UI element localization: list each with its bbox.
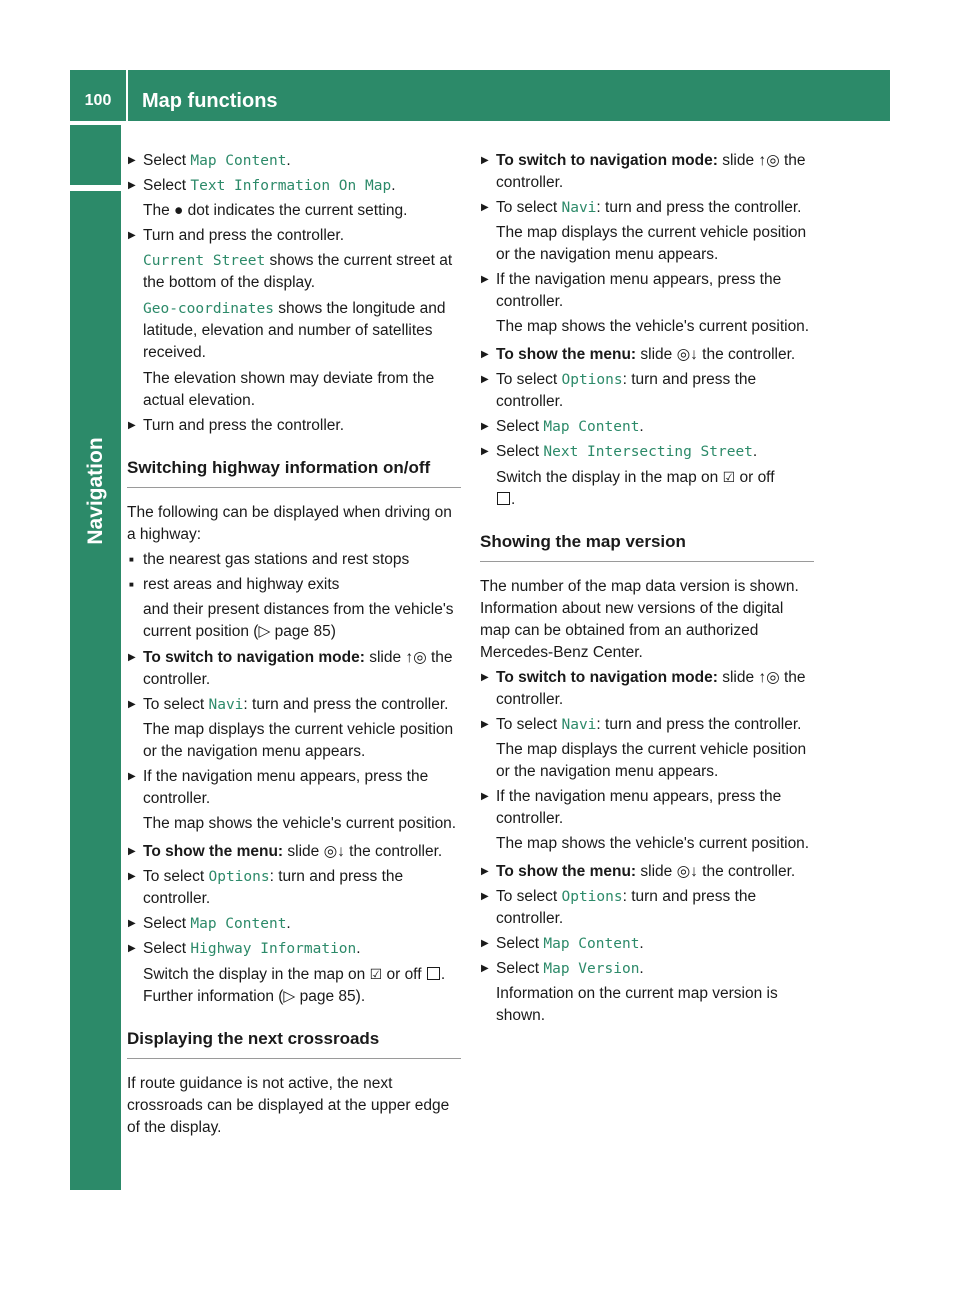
step: ▶ Turn and press the controller. [127, 225, 461, 247]
page-number: 100 [84, 92, 112, 109]
step: ▶ To select Navi: turn and press the controller. [480, 714, 814, 736]
page-title: Map functions [142, 90, 278, 112]
step: ▶ Select Text Information On Map. [127, 175, 461, 197]
bullet-item: ■ the nearest gas stations and rest stops [127, 549, 461, 571]
step: ▶ Select Next Intersecting Street. [480, 441, 814, 463]
step: ▶ Select Map Content. [127, 150, 461, 172]
header-divider [126, 70, 128, 121]
step: ▶ Select Map Content. [480, 416, 814, 438]
step: ▶ Turn and press the controller. [127, 415, 461, 437]
checkbox-checked-icon: ☑ [369, 966, 383, 982]
checkbox-empty-icon [427, 967, 440, 980]
step-note: Switch the display in the map on ☑ or off . [496, 469, 775, 508]
step: ▶ To show the menu: slide ◎↓ the controller. [480, 861, 814, 883]
step: ▶ If the navigation menu appears, press the controller. [480, 786, 814, 830]
menu-item-ref: Text Information On Map [190, 178, 392, 194]
menu-item-ref: Map Content [190, 153, 287, 169]
step-note: The map displays the current vehicle position or the navigation menu appears. [143, 721, 454, 760]
step: ▶ To switch to navigation mode: slide ↑◎ the controller. [480, 667, 814, 711]
step: ▶ Select Highway Information. [127, 938, 461, 960]
step: ▶ Select Map Version. [480, 958, 814, 980]
step-note: Current Street shows the current street at the bottom of the display. [143, 252, 453, 291]
step: ▶ To select Navi: turn and press the controller. [127, 694, 461, 716]
step-note: The map displays the current vehicle position or the navigation menu appears. [496, 741, 807, 780]
step-note: Geo-coordinates shows the longitude and latitude, elevation and number of satellites received. [143, 300, 446, 361]
paragraph: If route guidance is not active, the next crossroads can be displayed at the upper edge of the display. [127, 1075, 450, 1136]
step-note: The map shows the vehicle's current position. [496, 835, 810, 852]
section-heading: Displaying the next crossroads [127, 1028, 461, 1059]
step-note: Information on the current map version is shown. [496, 985, 778, 1024]
right-column [480, 150, 814, 1030]
checkbox-checked-icon: ☑ [722, 469, 736, 485]
step-note: The map shows the vehicle's current position. [496, 318, 810, 335]
paragraph: The following can be displayed when driving on a highway: [127, 504, 452, 543]
checkbox-empty-icon [497, 492, 510, 505]
step-note: The map shows the vehicle's current position. [143, 815, 457, 832]
step: ▶ To show the menu: slide ◎↓ the controller. [480, 344, 814, 366]
step: ▶ To switch to navigation mode: slide ↑◎ the controller. [127, 647, 461, 691]
left-column [127, 150, 461, 1142]
step: ▶ To select Options: turn and press the controller. [127, 866, 461, 910]
paragraph: The number of the map data version is shown. Information about new versions of the digital map can be obtained from an authorized Mercedes-Benz Center. [480, 578, 799, 661]
bullet-item: ■ rest areas and highway exits [127, 574, 461, 596]
step: ▶ To switch to navigation mode: slide ↑◎ the controller. [480, 150, 814, 194]
step-note: The elevation shown may deviate from the actual elevation. [143, 370, 435, 409]
step: ▶ To select Options: turn and press the controller. [480, 886, 814, 930]
step: ▶ To show the menu: slide ◎↓ the controller. [127, 841, 461, 863]
step: ▶ Select Map Content. [127, 913, 461, 935]
step-note: The ● dot indicates the current setting. [143, 202, 408, 219]
step-note: Switch the display in the map on ☑ or off . Further information (▷ page 85). [143, 966, 446, 1005]
step: ▶ Select Map Content. [480, 933, 814, 955]
step: ▶ To select Navi: turn and press the controller. [480, 197, 814, 219]
sidebar-section [70, 191, 121, 551]
bullet-note: and their present distances from the vehicle's current position (▷ page 85) [143, 601, 454, 640]
sidebar-section-label: Navigation [83, 437, 107, 545]
step-note: The map displays the current vehicle position or the navigation menu appears. [496, 224, 807, 263]
section-heading: Showing the map version [480, 531, 814, 562]
step: ▶ To select Options: turn and press the controller. [480, 369, 814, 413]
step: ▶ If the navigation menu appears, press the controller. [127, 766, 461, 810]
section-heading: Switching highway information on/off [127, 457, 461, 488]
step: ▶ If the navigation menu appears, press the controller. [480, 269, 814, 313]
